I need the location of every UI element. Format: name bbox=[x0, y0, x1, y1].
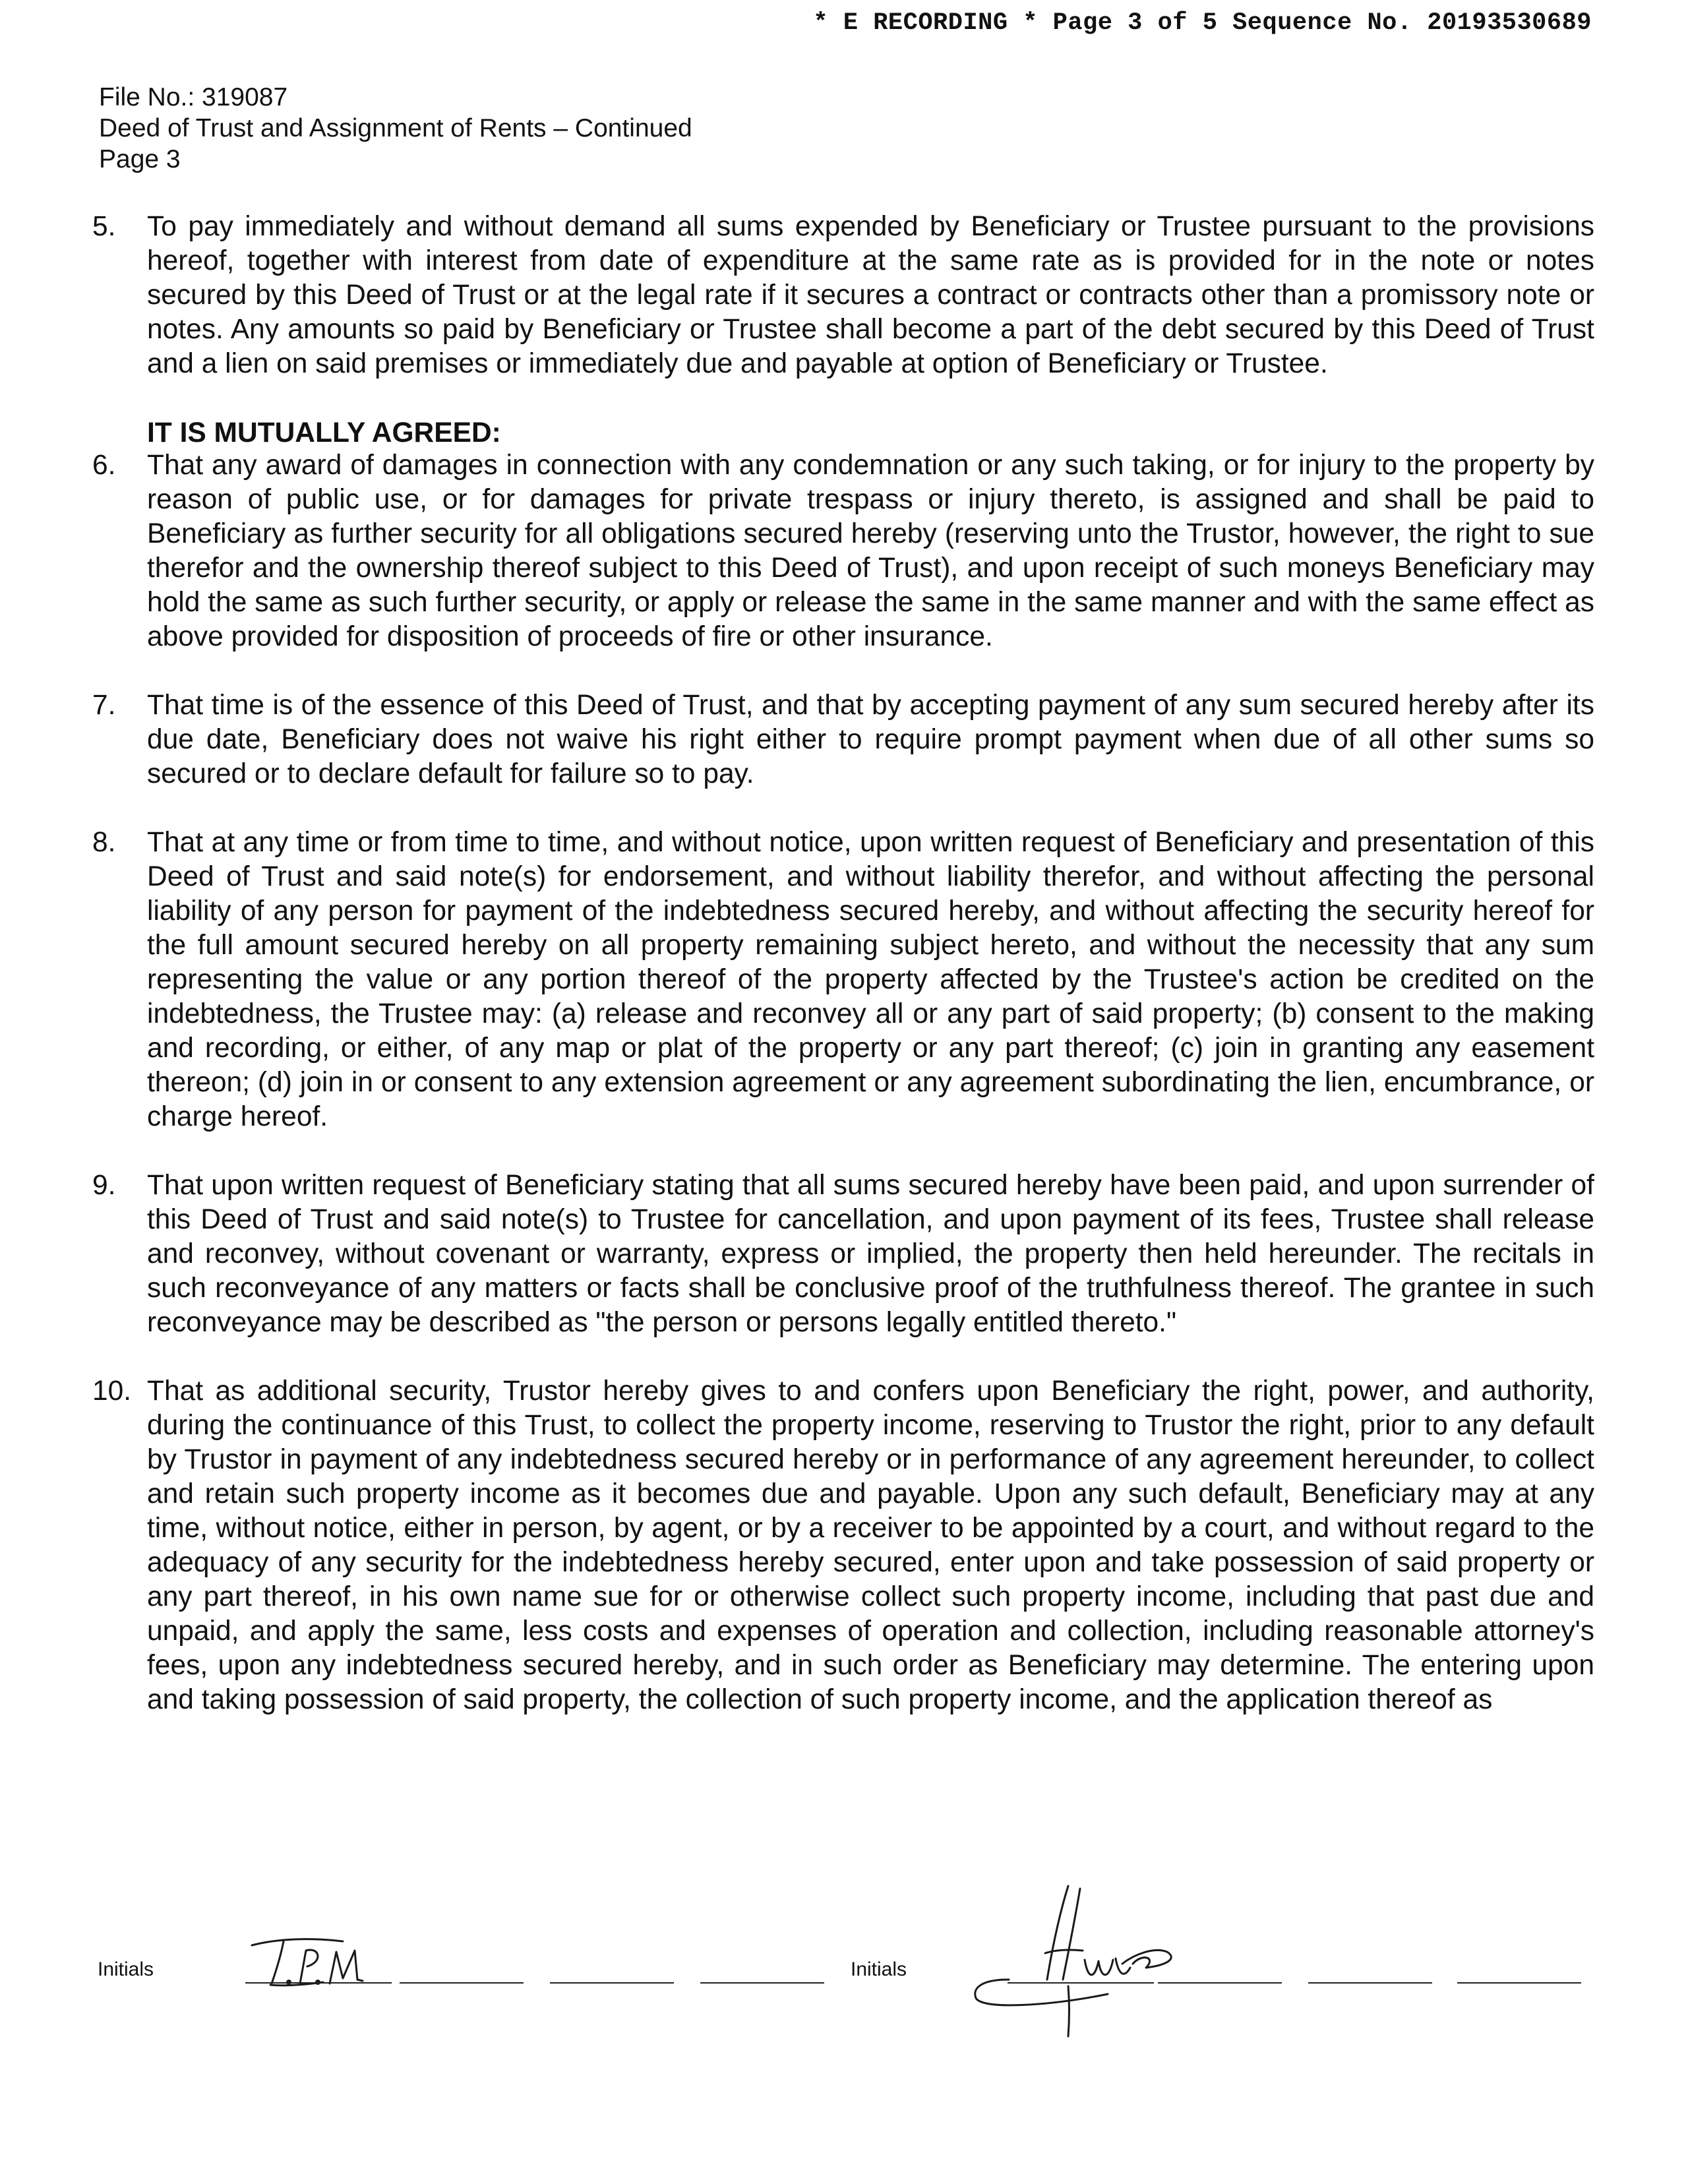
clause-8 bbox=[92, 826, 1594, 1134]
clause-text: That upon written request of Beneficiary stating that all sums secured hereby have been paid, and upon surrender of this Deed of Trust and said note(s) to Trustee for cancellation, and upon payment of its fees, Trustee shall release and reconvey, without covenant or warranty, express or implied, the property then held hereunder. The recitals in such reconveyance of any matters or facts shall be conclusive proof of the truthfulness thereof. The grantee in such reconveyance may be described as "the person or persons legally entitled thereto." bbox=[147, 1170, 1594, 1338]
clause-number: 7. bbox=[92, 690, 116, 721]
clause-5 bbox=[92, 210, 1594, 381]
clause-number: 10. bbox=[92, 1376, 132, 1407]
clause-number: 8. bbox=[92, 827, 116, 858]
initials-blank-line bbox=[1008, 1982, 1154, 1984]
clause-text: That time is of the essence of this Deed of Trust, and that by accepting payment of any sum secured hereby after its due date, Beneficiary does not waive his right either to require prompt payment when due of all other sums so secured or to declare default for failure so to pay. bbox=[147, 690, 1594, 789]
initials-label-left: Initials bbox=[98, 1958, 154, 1980]
file-number: File No.: 319087 bbox=[99, 83, 288, 111]
initials-blank-line bbox=[400, 1982, 524, 1984]
clause-number: 6. bbox=[92, 450, 116, 481]
clause-number: 5. bbox=[92, 211, 116, 242]
page-label: Page 3 bbox=[99, 145, 181, 173]
initials-blank-line bbox=[1158, 1982, 1282, 1984]
clause-text: That any award of damages in connection with any condemnation or any such taking, or for injury to the property by reason of public use, or for damages for private trespass or injury thereto, is assigned and shall be paid to Beneficiary as further security for all obligations secured hereby (reserving unto the Trustor, however, the right to sue therefor and the ownership thereof subject to this Deed of Trust), and upon receipt of such moneys Beneficiary may hold the same as such further security, or apply or release the same in the same manner and with the same effect as above provided for disposition of proceeds of fire or other insurance. bbox=[147, 450, 1594, 652]
clause-7 bbox=[92, 688, 1594, 791]
initials-blank-line bbox=[550, 1982, 674, 1984]
initials-signature-right bbox=[969, 1881, 1187, 2039]
clause-text: That at any time or from time to time, and without notice, upon written request of Beneficiary and presentation of this Deed of Trust and said note(s) for endorsement, and without liability therefor, and without affecting the personal liability of any person for payment of the indebtedness secured hereby, and without affecting the security hereof for the full amount secured hereby on all property remaining subject hereto, and without the necessity that any sum representing the value or any portion thereof of the property affected by the Trustee's action be credited on the indebtedness, the Trustee may: (a) release and reconvey all or any part of said property; (b) consent to the making and recording, or either, of any map or plat of the property or any part thereof; (c) join in granting any easement thereon; (d) join in or consent to any extension agreement or any agreement subordinating the lien, encumbrance, or charge hereof. bbox=[147, 827, 1594, 1132]
document-body bbox=[92, 210, 1594, 1717]
file-header bbox=[99, 82, 692, 175]
initials-blank-line bbox=[245, 1982, 392, 1984]
initials-label-right: Initials bbox=[851, 1958, 907, 1980]
clause-9 bbox=[92, 1168, 1594, 1340]
clause-text: To pay immediately and without demand all sums expended by Beneficiary or Trustee pursuant to the provisions hereof, together with interest from date of expenditure at the same rate as is provided for in the note or notes secured by this Deed of Trust or at the legal rate if it secures a contract or contracts other than a promissory note or notes. Any amounts so paid by Beneficiary or Trustee shall become a part of the debt secured by this Deed of Trust and a lien on said premises or immediately due and payable at option of Beneficiary or Trustee. bbox=[147, 211, 1594, 379]
initials-blank-line bbox=[1457, 1982, 1581, 1984]
clause-6 bbox=[92, 448, 1594, 654]
initials-blank-line bbox=[1308, 1982, 1432, 1984]
clause-number: 9. bbox=[92, 1170, 116, 1201]
section-heading: IT IS MUTUALLY AGREED: bbox=[147, 417, 501, 448]
initials-blank-line bbox=[700, 1982, 824, 1984]
document-title: Deed of Trust and Assignment of Rents – Continued bbox=[99, 114, 692, 142]
recording-banner: * E RECORDING * Page 3 of 5 Sequence No. 20193530689 bbox=[813, 9, 1592, 37]
clause-10 bbox=[92, 1374, 1594, 1717]
clause-text: That as additional security, Trustor hereby gives to and confers upon Beneficiary the right, power, and authority, during the continuance of this Trust, to collect the property income, reserving to Trustor the right, prior to any default by Trustor in payment of any indebtedness secured hereby or in performance of any agreement hereunder, to collect and retain such property income as it becomes due and payable. Upon any such default, Beneficiary may at any time, without notice, either in person, by agent, or by a receiver to be appointed by a court, and without regard to the adequacy of any security for the indebtedness hereby secured, enter upon and take possession of said property or any part thereof, in his own name sue for or otherwise collect such property income, including that past due and unpaid, and apply the same, less costs and expenses of operation and collection, including reasonable attorney's fees, upon any indebtedness secured hereby, and in such order as Beneficiary may determine. The entering upon and taking possession of said property, the collection of such property income, and the application thereof as bbox=[147, 1376, 1594, 1715]
